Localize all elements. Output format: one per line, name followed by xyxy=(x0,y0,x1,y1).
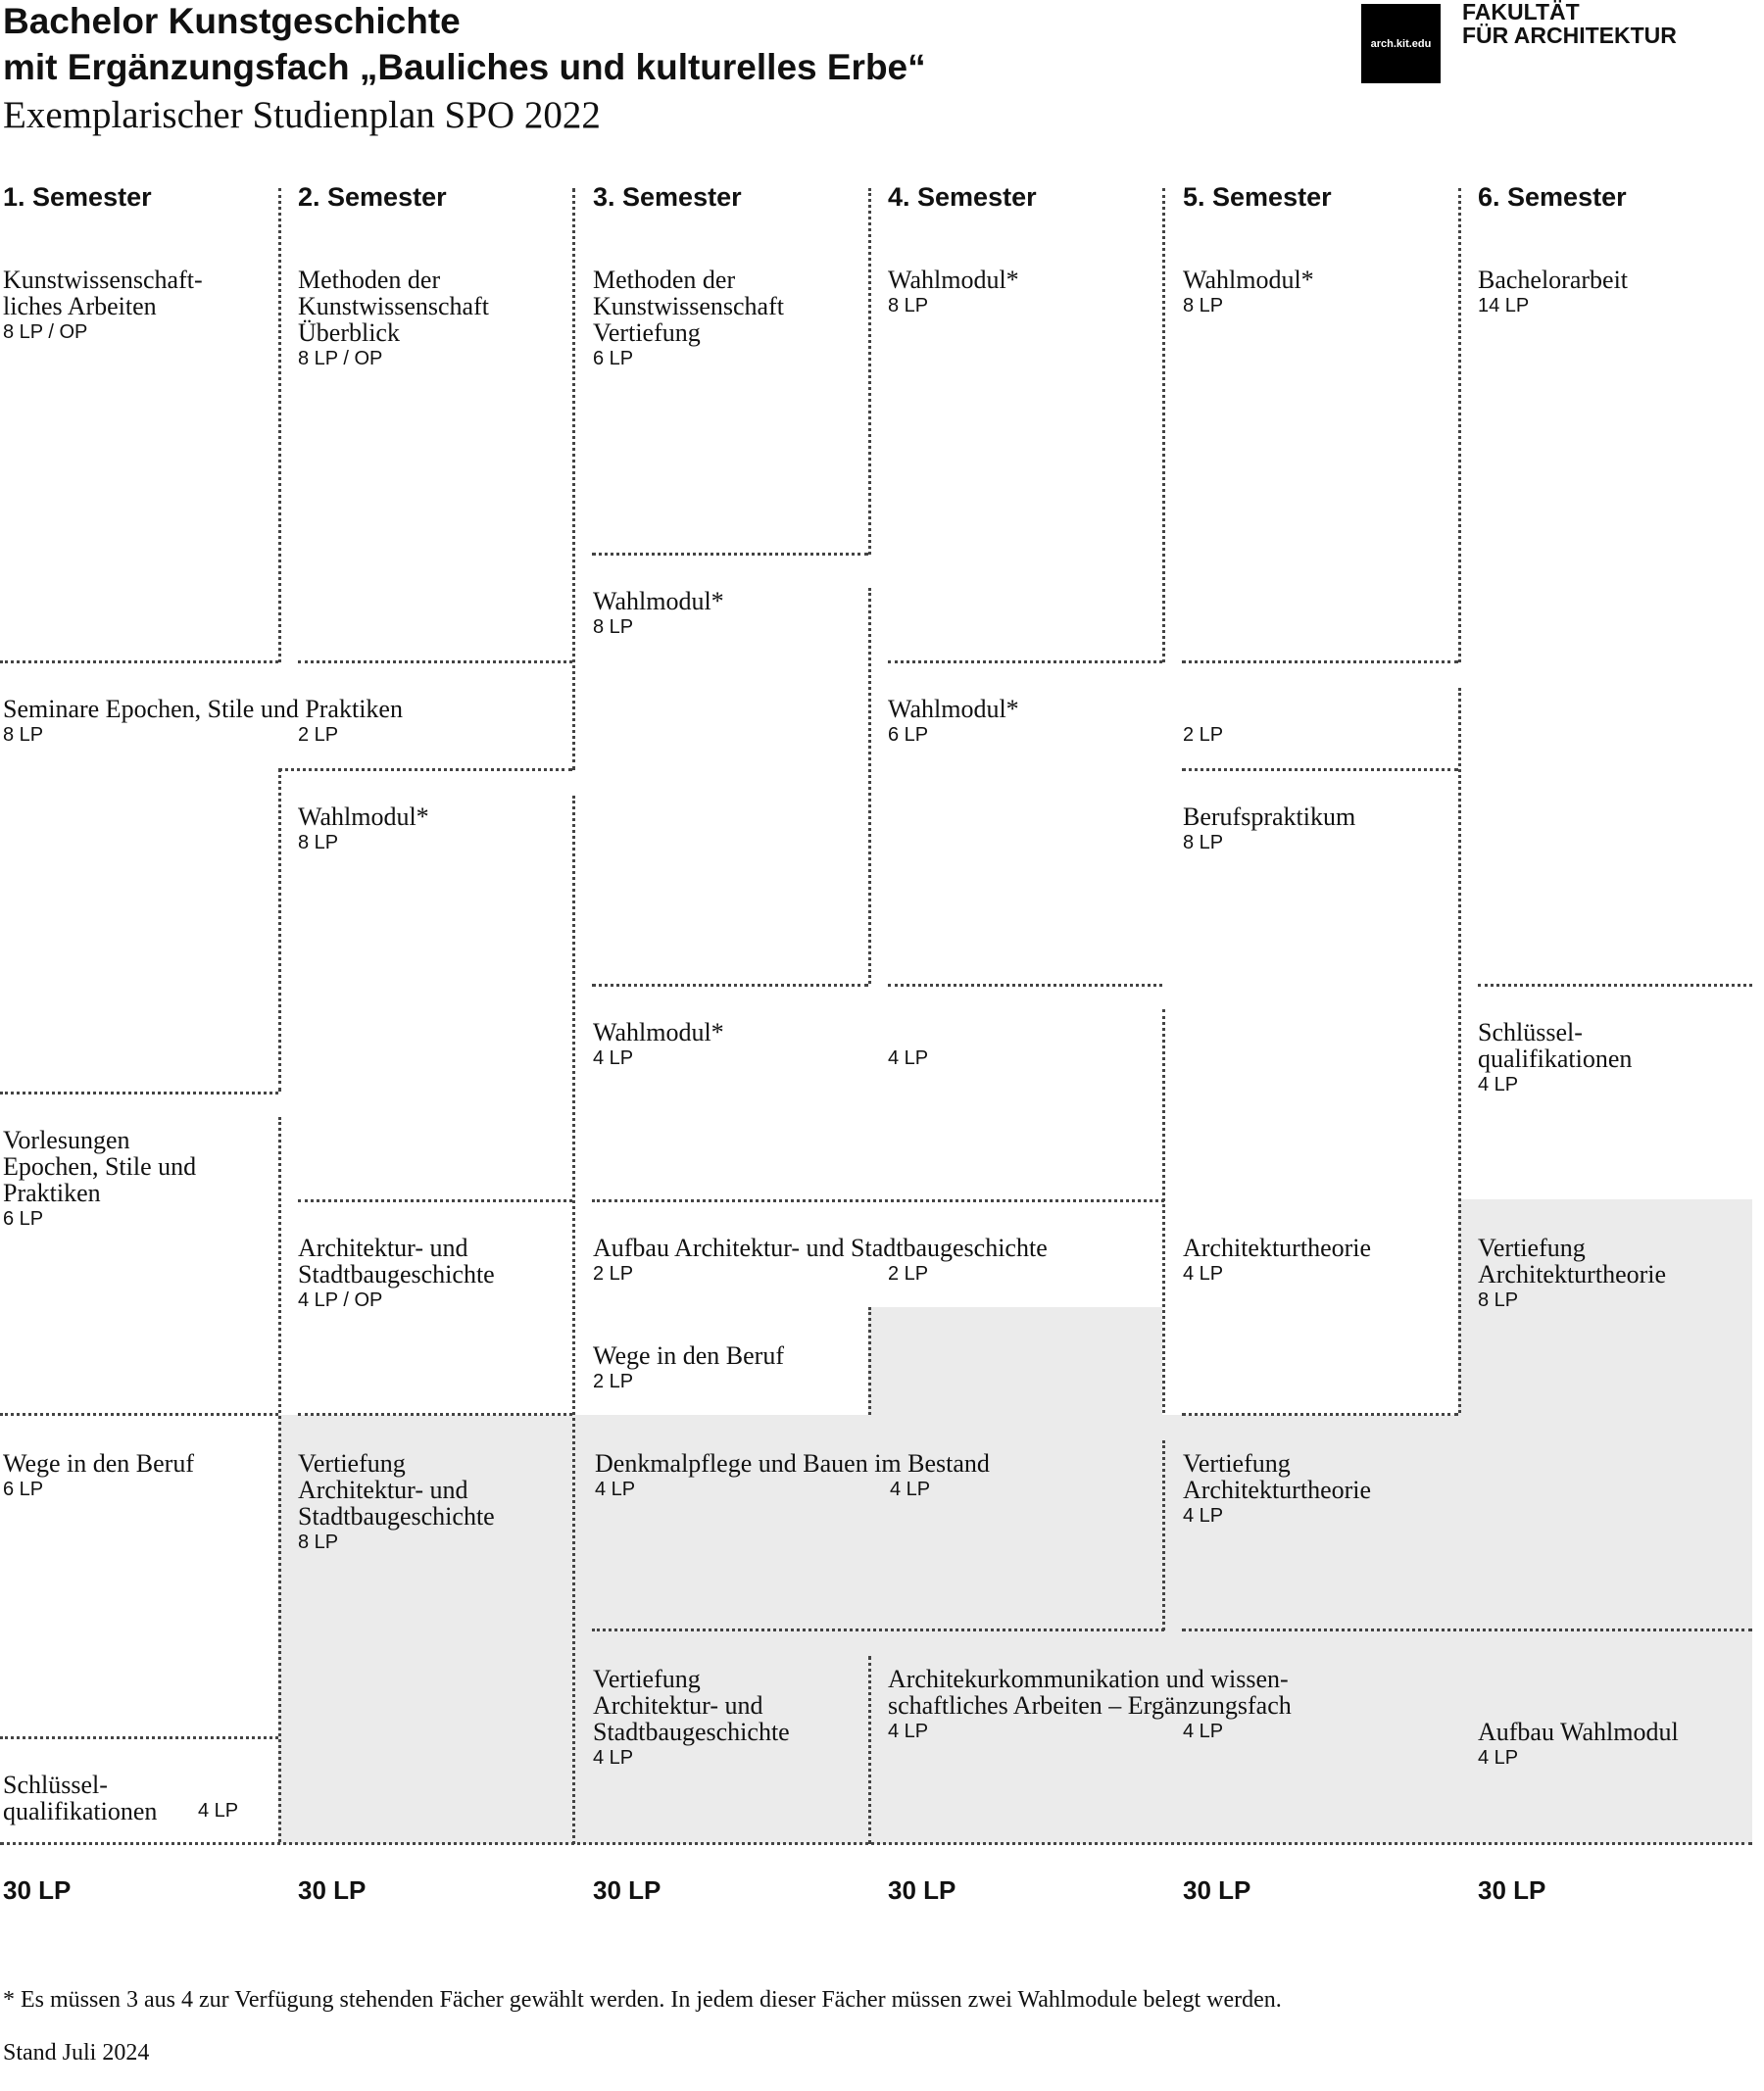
module-lp: 8 LP xyxy=(1183,295,1224,316)
grid-line xyxy=(1182,1629,1752,1631)
module-lp: 6 LP xyxy=(3,1479,44,1500)
gray-area-s3-denkmal xyxy=(572,1415,868,1630)
grid-line xyxy=(572,188,575,770)
module-lp: 4 LP xyxy=(1183,1505,1224,1527)
kit-logo xyxy=(1361,4,1441,83)
module-lp: 4 LP xyxy=(593,1047,634,1069)
module-title-seminare: Seminare Epochen, Stile und Praktiken xyxy=(3,695,403,723)
module-title-s4-s5-kommunikation: Architekurkommunikation und wissen- schaftliches Arbeiten – Ergänzungsfach xyxy=(888,1665,1292,1720)
module-lp: 8 LP xyxy=(888,295,929,316)
module-title-s1-wege-in-den-beruf: Wege in den Beruf xyxy=(3,1449,194,1478)
module-lp: 4 LP xyxy=(595,1479,636,1500)
grid-line xyxy=(0,1092,278,1094)
module-title-s5-vertiefung-architekturtheorie: Vertiefung Architekturtheorie xyxy=(1183,1449,1372,1504)
page-subtitle: Exemplarischer Studienplan SPO 2022 xyxy=(3,94,601,136)
module-lp: 8 LP xyxy=(1478,1289,1519,1311)
module-lp: 4 LP xyxy=(593,1747,634,1769)
module-title-s4-wahlmodul: Wahlmodul* xyxy=(888,266,1019,294)
grid-line xyxy=(1162,1440,1165,1630)
page-title-line-1: Bachelor Kunstgeschichte xyxy=(3,1,461,41)
semester-total-4: 30 LP xyxy=(888,1875,956,1905)
grid-line xyxy=(1182,1413,1458,1416)
semester-header-1: 1. Semester xyxy=(3,182,152,212)
grid-line xyxy=(572,796,575,1844)
module-title-s2-methoden-ueberblick: Methoden der Kunstwissenschaft Überblick xyxy=(298,266,489,347)
module-title-s3-s4-aufbau-architektur: Aufbau Architektur- und Stadtbaugeschichte xyxy=(593,1234,1048,1262)
grid-line xyxy=(868,1307,871,1415)
grid-line xyxy=(592,984,868,987)
module-lp: 4 LP xyxy=(1478,1074,1519,1095)
grid-line xyxy=(1458,688,1461,1413)
grid-line xyxy=(298,1413,572,1416)
module-lp: 8 LP xyxy=(3,724,44,746)
grid-line xyxy=(868,188,871,555)
module-title-s6-schluesselqualifikationen: Schlüssel- qualifikationen xyxy=(1478,1018,1633,1073)
faculty-name xyxy=(1462,0,1677,47)
module-lp: 4 LP xyxy=(1478,1747,1519,1769)
module-title-s3-wahlmodul: Wahlmodul* xyxy=(593,587,724,615)
module-title-s1-kunstwissenschaftliches-arbeiten: Kunstwissenschaft- liches Arbeiten xyxy=(3,266,203,320)
module-title-s3-vertiefung-architektur: Vertiefung Architektur- und Stadtbaugeschichte xyxy=(593,1665,790,1746)
semester-total-1: 30 LP xyxy=(3,1875,72,1905)
grid-line xyxy=(868,1656,871,1844)
module-lp: 8 LP xyxy=(298,832,339,853)
module-lp: 14 LP xyxy=(1478,295,1530,316)
grid-line xyxy=(868,588,871,984)
grid-line xyxy=(1478,984,1752,987)
module-title-s2-vertiefung-architektur: Vertiefung Architektur- und Stadtbaugeschichte xyxy=(298,1449,495,1531)
module-lp: 2 LP xyxy=(888,1263,929,1285)
grid-line xyxy=(888,660,1162,663)
module-title-s4-s5-wahlmodul: Wahlmodul* xyxy=(888,695,1019,723)
grid-line xyxy=(278,188,281,662)
module-title-s3-wege-in-den-beruf: Wege in den Beruf xyxy=(593,1341,784,1370)
semester-header-2: 2. Semester xyxy=(298,182,447,212)
module-title-s6-aufbau-wahlmodul: Aufbau Wahlmodul xyxy=(1478,1718,1679,1746)
module-lp: 8 LP xyxy=(593,616,634,638)
module-lp: 4 LP xyxy=(198,1800,239,1822)
module-lp: 4 LP xyxy=(888,1047,929,1069)
module-title-s6-vertiefung-architekturtheorie: Vertiefung Architekturtheorie xyxy=(1478,1234,1667,1289)
module-lp: 4 LP xyxy=(890,1479,931,1500)
grid-line xyxy=(278,768,572,771)
grid-line xyxy=(1182,660,1458,663)
module-title-s5-architekturtheorie: Architekturtheorie xyxy=(1183,1234,1372,1262)
footnote: * Es müssen 3 aus 4 zur Verfügung stehenden Fächer gewählt werden. In jedem dieser Fächer müssen zwei Wahlmodule belegt werden. xyxy=(3,1987,1282,2013)
module-lp: 4 LP xyxy=(1183,1263,1224,1285)
module-lp: 6 LP xyxy=(888,724,929,746)
module-lp: 2 LP xyxy=(298,724,339,746)
grid-line xyxy=(592,1629,1164,1631)
module-lp: 8 LP / OP xyxy=(298,348,383,369)
module-title-s5-berufspraktikum: Berufspraktikum xyxy=(1183,802,1356,831)
module-lp: 2 LP xyxy=(593,1263,634,1285)
grid-line xyxy=(1162,1009,1165,1413)
module-title-s1-vorlesungen: Vorlesungen Epochen, Stile und Praktiken xyxy=(3,1126,197,1207)
grid-line xyxy=(298,1199,572,1202)
module-lp: 4 LP xyxy=(1183,1721,1224,1742)
grid-line xyxy=(888,984,1162,987)
grid-line xyxy=(592,1199,1164,1202)
semester-total-3: 30 LP xyxy=(593,1875,662,1905)
module-title-s1-schluesselqualifikationen: Schlüssel- qualifikationen xyxy=(3,1771,158,1825)
module-title-s5-wahlmodul: Wahlmodul* xyxy=(1183,266,1314,294)
module-lp: 8 LP xyxy=(298,1532,339,1553)
module-lp: 6 LP xyxy=(3,1208,44,1230)
faculty-line-1: FAKULTÄT xyxy=(1462,0,1580,24)
grid-line xyxy=(1182,768,1458,771)
module-title-s3-methoden-vertiefung: Methoden der Kunstwissenschaft Vertiefung xyxy=(593,266,784,347)
module-title-s3-s4-denkmalpflege: Denkmalpflege und Bauen im Bestand xyxy=(595,1449,990,1478)
grid-line xyxy=(278,1117,281,1842)
semester-header-5: 5. Semester xyxy=(1183,182,1332,212)
grid-line xyxy=(592,553,868,556)
module-lp: 8 LP / OP xyxy=(3,321,88,343)
grid-line xyxy=(1458,188,1461,662)
semester-header-3: 3. Semester xyxy=(593,182,742,212)
page-title-line-2: mit Ergänzungsfach „Bauliches und kulturelles Erbe“ xyxy=(3,47,926,87)
module-lp: 4 LP / OP xyxy=(298,1289,383,1311)
module-lp: 2 LP xyxy=(1183,724,1224,746)
semester-total-2: 30 LP xyxy=(298,1875,367,1905)
grid-line xyxy=(0,660,278,663)
semester-total-6: 30 LP xyxy=(1478,1875,1546,1905)
module-title-s3-s4-wahlmodul: Wahlmodul* xyxy=(593,1018,724,1046)
module-title-s2-architektur-stadtbaugeschichte: Architektur- und Stadtbaugeschichte xyxy=(298,1234,495,1289)
grid-line xyxy=(1162,188,1165,662)
grid-line xyxy=(0,1736,278,1739)
semester-header-4: 4. Semester xyxy=(888,182,1037,212)
stand-date: Stand Juli 2024 xyxy=(3,2040,150,2066)
module-title-s6-bachelorarbeit: Bachelorarbeit xyxy=(1478,266,1629,294)
module-lp: 6 LP xyxy=(593,348,634,369)
semester-header-6: 6. Semester xyxy=(1478,182,1627,212)
grid-line xyxy=(298,660,572,663)
semester-total-5: 30 LP xyxy=(1183,1875,1251,1905)
logo-text: arch.kit.edu xyxy=(1370,37,1432,50)
grid-line xyxy=(0,1842,1752,1845)
module-lp: 4 LP xyxy=(888,1721,929,1742)
faculty-line-2: FÜR ARCHITEKTUR xyxy=(1462,23,1677,48)
module-title-s2-wahlmodul: Wahlmodul* xyxy=(298,802,429,831)
module-lp: 8 LP xyxy=(1183,832,1224,853)
grid-line xyxy=(0,1413,278,1416)
grid-line xyxy=(278,768,281,1092)
module-lp: 2 LP xyxy=(593,1371,634,1392)
